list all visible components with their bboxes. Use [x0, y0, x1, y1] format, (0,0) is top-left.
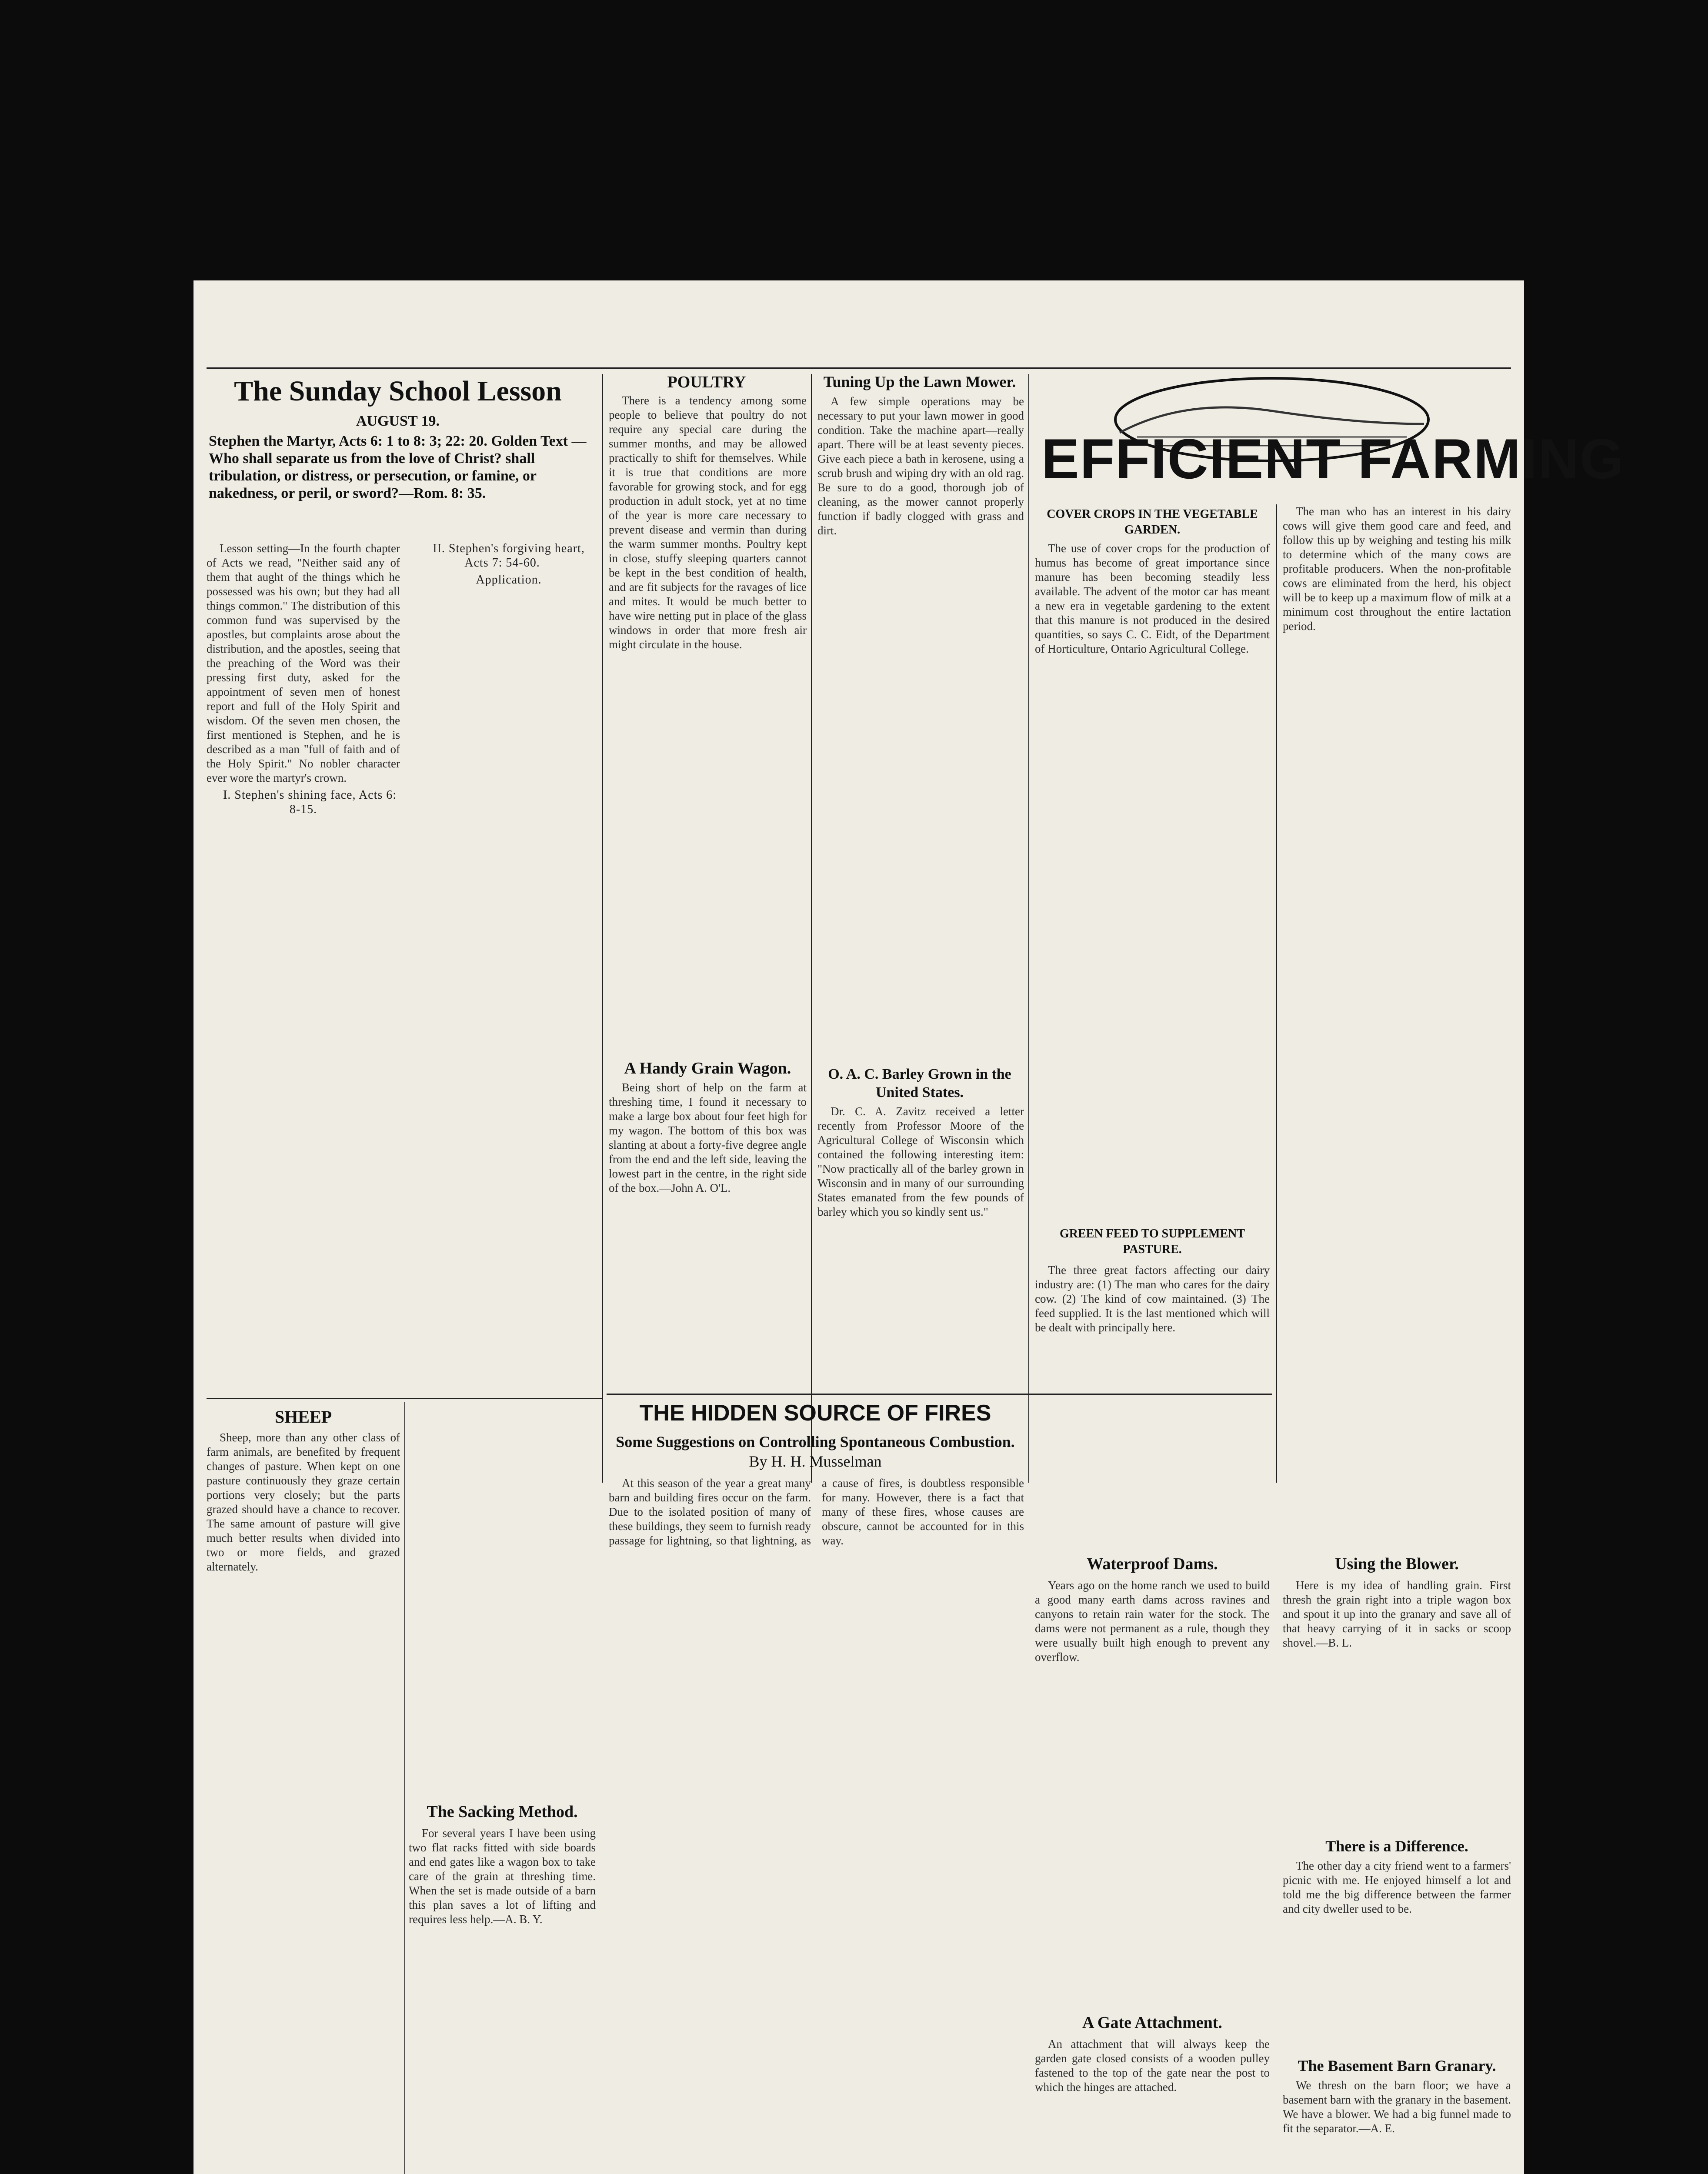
- sheep-text: Sheep, more than any other class of farm animals, are benefited by frequent changes of pasture. When kept on one pasture continuously they graze certain portions very closely; but the parts grazed should have a chance to recover. The same amount of pasture will give much better results when divided into two or more fields, and grazed alternately.: [207, 1431, 400, 1573]
- difference-text: The other day a city friend went to a farmers' picnic with me. He enjoyed himself a lot and told me the big difference between the farmer and city dweller used to be.: [1283, 1859, 1511, 1915]
- lawn-mower-body: [817, 394, 1024, 960]
- sunday-school-subtitle: Stephen the Martyr, Acts 6: 1 to 8: 3; 22: 20. Golden Text — Who shall separate us from the love of Christ? shall tribulation, or distress, or persecution, or famine, or nakedness, or peril, or sword?—Rom. 8: 35.: [209, 433, 587, 501]
- difference-body: [1283, 1859, 1511, 2050]
- basement-barn-text: We thresh on the barn floor; we have a basement barn with the granary in the basement. We have a blower. We had a big funnel made to fit the separator.—A. E.: [1283, 2079, 1511, 2135]
- grain-wagon-title: A Handy Grain Wagon.: [624, 1059, 791, 1077]
- column-rule-2: [811, 374, 812, 1483]
- lawn-mower-text: A few simple operations may be necessary to put your lawn mower in good condition. Take the machine apart—really apart. There will be at least seventy pieces. Give each piece a bath in kerosene, using a scrub brush and wiping dry with an old rag. Be sure to do a good, thorough job of cleaning, as the mower cannot properly function if badly clogged with grass and dirt.: [817, 395, 1024, 537]
- fires-byline: By H. H. Musselman: [749, 1453, 882, 1470]
- lawn-mower-title: Tuning Up the Lawn Mower.: [823, 373, 1016, 390]
- grain-wagon-body: [609, 1080, 807, 1385]
- cover-crops-title: COVER CROPS IN THE VEGETABLE GARDEN.: [1047, 507, 1258, 537]
- column-rule-4: [1276, 504, 1277, 1483]
- sunday-school-section1: I. Stephen's shining face, Acts 6: 8-15.: [223, 788, 397, 816]
- blower-text: Here is my idea of handling grain. First thresh the grain right into a triple wagon box and spout it up into the granary and save all of that heavy carrying of it in sacks or scoop shovel.—B. L.: [1283, 1579, 1511, 1649]
- gate-body: [1035, 2037, 1270, 2174]
- efficient-farming-title: EFFICIENT FARMING: [1041, 427, 1625, 490]
- cover-crops-body: [1035, 541, 1270, 1220]
- sunday-school-body: [207, 541, 400, 1389]
- green-feed-text: The three great factors affecting our dairy industry are: (1) The man who cares for the dairy cow. (2) The kind of cow maintained. (3) The feed supplied. It is the last mentioned which will be dealt with principally here.: [1035, 1264, 1270, 1334]
- sacking-title: The Sacking Method.: [427, 1803, 578, 1821]
- barley-text: Dr. C. A. Zavitz received a letter recently from Professor Moore of the Agricultural College of Wisconsin which contained the following interesting item: "Now practically all of the barley grown in Wisconsin and in many of our surrounding States emanated from the few pounds of barley which you so kindly sent us.": [817, 1105, 1024, 1218]
- dairy-body: [1283, 504, 1511, 1391]
- fires-body: [609, 1476, 1024, 2174]
- sheep-title: SHEEP: [274, 1407, 332, 1427]
- green-feed-title: GREEN FEED TO SUPPLEMENT PASTURE.: [1059, 1227, 1245, 1256]
- cover-crops-text: The use of cover crops for the production of humus has become of great importance since manure has been becoming steadily less available. The advent of the motor car has meant a new era in vegetable gardening to the extent that this manure is not produced in the desired quantities, so says C. C. Eidt, of the Department of Horticulture, Ontario Agricultural College.: [1035, 542, 1270, 655]
- fires-top-rule: [607, 1394, 1272, 1395]
- poultry-title: POULTRY: [667, 373, 746, 391]
- sunday-school-body-2: [409, 541, 596, 1389]
- gate-text: An attachment that will always keep the garden gate closed consists of a wooden pulley fastened to the top of the gate near the post to which the hinges are attached.: [1035, 2037, 1270, 2094]
- poultry-text: There is a tendency among some people to believe that poultry do not require any special care during the summer months, and may be allowed practically to shift for themselves. While it is true that conditions are more favorable for growing stock, and for egg production in adult stock, yet at no time of the year is more care necessary to prevent disease and vermin than during the warm summer months. Poultry kept in close, stuffy sleeping quarters cannot be kept in the best condition of health, and are fit subjects for the ravages of lice and mites. It would be much better to have wire netting put in place of the glass windows in order that more fresh air might circulate in the house.: [609, 394, 807, 651]
- top-rule: [207, 367, 1511, 369]
- sacking-body: [409, 1826, 596, 2174]
- sunday-school-text: Lesson setting—In the fourth chapter of Acts we read, "Neither said any of them that aught of the things which he possessed was his own; but they had all things common." The distribution of this common fund was supervised by the apostles, but complaints arose about the distribution, and the apostles, seeing that the preaching of the Word was their pressing first duty, asked for the appointment of seven men of honest report and full of the Holy Spirit and wisdom. Of the seven men chosen, the first mentioned is Stephen, and he is described as a man "full of faith and of the Holy Spirit." No nobler character ever wore the martyr's crown.: [207, 542, 400, 784]
- sunday-school-application: Application.: [476, 573, 542, 587]
- column-rule-5: [404, 1402, 405, 2174]
- fires-subtitle: Some Suggestions on Controlling Spontaneous Combustion.: [616, 1433, 1015, 1450]
- column-rule-3: [1028, 374, 1029, 1483]
- difference-title: There is a Difference.: [1325, 1837, 1468, 1855]
- lower-rule-left: [207, 1398, 602, 1399]
- green-feed-body: [1035, 1263, 1270, 1385]
- sunday-school-section2: II. Stephen's forgiving heart, Acts 7: 54-60.: [433, 542, 585, 570]
- dairy-text: The man who has an interest in his dairy cows will give them good care and feed, and follow this up by weighing and testing his milk to determine which of the many cows are profitable producers. When the non-profitable cows are eliminated from the herd, his object will be to keep up a maximum flow of milk at a minimum cost throughout the entire lactation period.: [1283, 505, 1511, 633]
- sheep-body: [207, 1430, 400, 2174]
- sunday-school-title: The Sunday School Lesson: [234, 375, 562, 407]
- blower-title: Using the Blower.: [1335, 1555, 1459, 1573]
- sacking-text: For several years I have been using two flat racks fitted with side boards and end gates like a wagon box to take care of the grain at threshing time. When the set is made outside of a barn this plan saves a lot of lifting and requires less help.—A. B. Y.: [409, 1827, 596, 1926]
- fires-title: THE HIDDEN SOURCE OF FIRES: [639, 1400, 991, 1426]
- newspaper-page: [193, 280, 1625, 2174]
- waterproof-dams-title: Waterproof Dams.: [1087, 1555, 1218, 1573]
- column-rule-1: [602, 374, 603, 1483]
- waterproof-dams-text: Years ago on the home ranch we used to build a good many earth dams across ravines and canyons to retain rain water for the stock. The dams were not permanent as a rule, though they were usually built high enough to prevent any overflow.: [1035, 1579, 1270, 1664]
- barley-title: O. A. C. Barley Grown in the United States.: [828, 1066, 1011, 1100]
- basement-barn-body: [1283, 2078, 1511, 2174]
- basement-barn-title: The Basement Barn Granary.: [1298, 2057, 1496, 2074]
- barley-body: [817, 1104, 1024, 1385]
- sunday-school-date: AUGUST 19.: [356, 413, 440, 429]
- waterproof-dams-body: [1035, 1578, 1270, 2004]
- fires-text: At this season of the year a great many barn and building fires occur on the farm. Due to the isolated position of many of these buildings, they seem to furnish ready passage for lightning, so that lightning, as a cause of fires, is doubtless responsible for many. However, there is a fact that many of these fires, whose causes are obscure, cannot be accounted for in this way.: [609, 1477, 1024, 1547]
- blower-body: [1283, 1578, 1511, 1828]
- grain-wagon-text: Being short of help on the farm at threshing time, I found it necessary to make a large box about four feet high for my wagon. The bottom of this box was slanting at about a forty-five degree angle from the end and the left side, leaving the lowest part in the centre, in the right side of the box.—John A. O'L.: [609, 1081, 807, 1194]
- gate-title: A Gate Attachment.: [1082, 2014, 1222, 2032]
